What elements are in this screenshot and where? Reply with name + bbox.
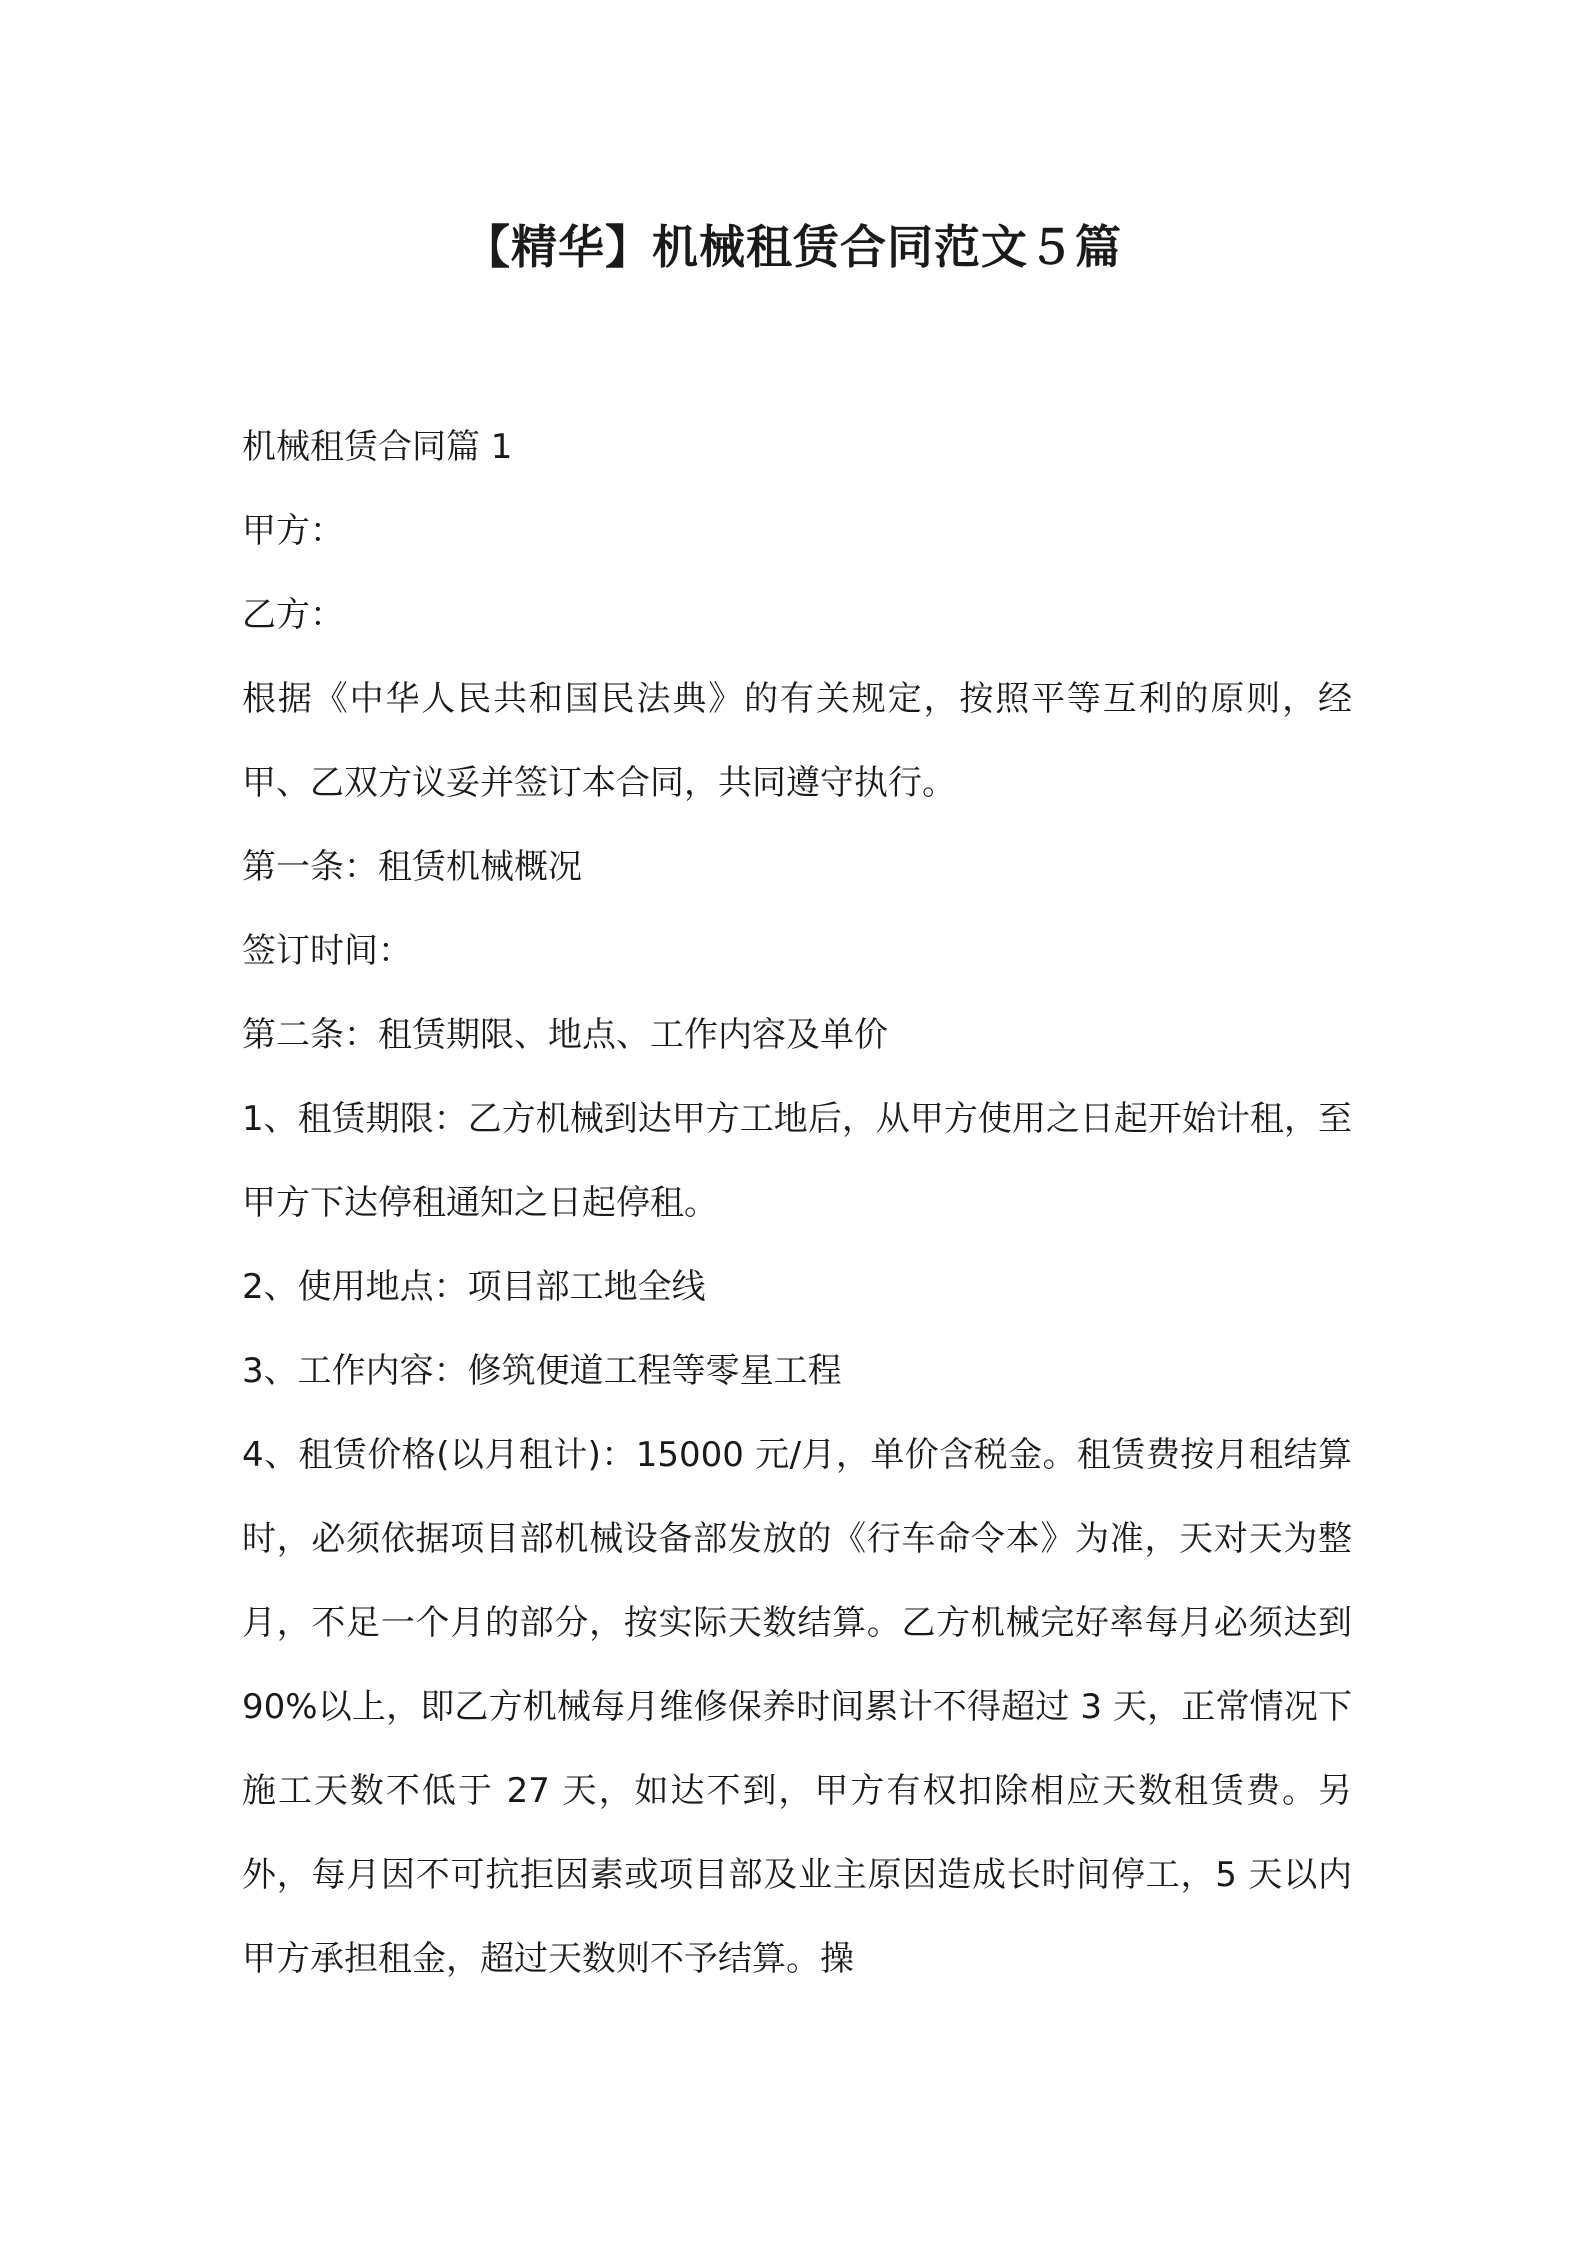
signing-date-line: 签订时间： <box>242 931 412 971</box>
section-heading: 机械租赁合同篇 1 <box>242 427 513 467</box>
article-one-heading: 第一条：租赁机械概况 <box>242 847 582 887</box>
clause-location: 2、使用地点：项目部工地全线 <box>242 1267 706 1307</box>
clause-price: 4、租赁价格(以月租计)：15000 元/月，单价含税金。租赁费按月租结算时，必须依据项目部机械设备部发放的《行车命令本》为准，天对天为整月，不足一个月的部分，按实际天数结算。乙方机械完好率每月必须达到 90%以上，即乙方机械每月维修保养时间累计不得超过 3 天，正常情况下施工天数不低于 27 天，如达不到，甲方有权扣除相应天数租赁费。另外，每月因不可抗拒因素或项目部及业主原因造成长时间停工，5 天以内甲方承担租金，超过天数则不予结算。操 <box>242 1435 1352 1979</box>
preamble-paragraph: 根据《中华人民共和国民法典》的有关规定，按照平等互利的原则，经甲、乙双方议妥并签订本合同，共同遵守执行。 <box>242 679 1352 803</box>
party-a-line: 甲方： <box>242 511 344 551</box>
clause-work-content: 3、工作内容：修筑便道工程等零星工程 <box>242 1351 842 1391</box>
party-b-line: 乙方： <box>242 595 344 635</box>
clause-lease-term: 1、租赁期限：乙方机械到达甲方工地后，从甲方使用之日起开始计租，至甲方下达停租通知之日起停租。 <box>242 1099 1352 1223</box>
document-body <box>242 405 1352 2001</box>
article-two-heading: 第二条：租赁期限、地点、工作内容及单价 <box>242 1015 888 1055</box>
document-title: 【精华】机械租赁合同范文５篇 <box>464 220 1122 274</box>
